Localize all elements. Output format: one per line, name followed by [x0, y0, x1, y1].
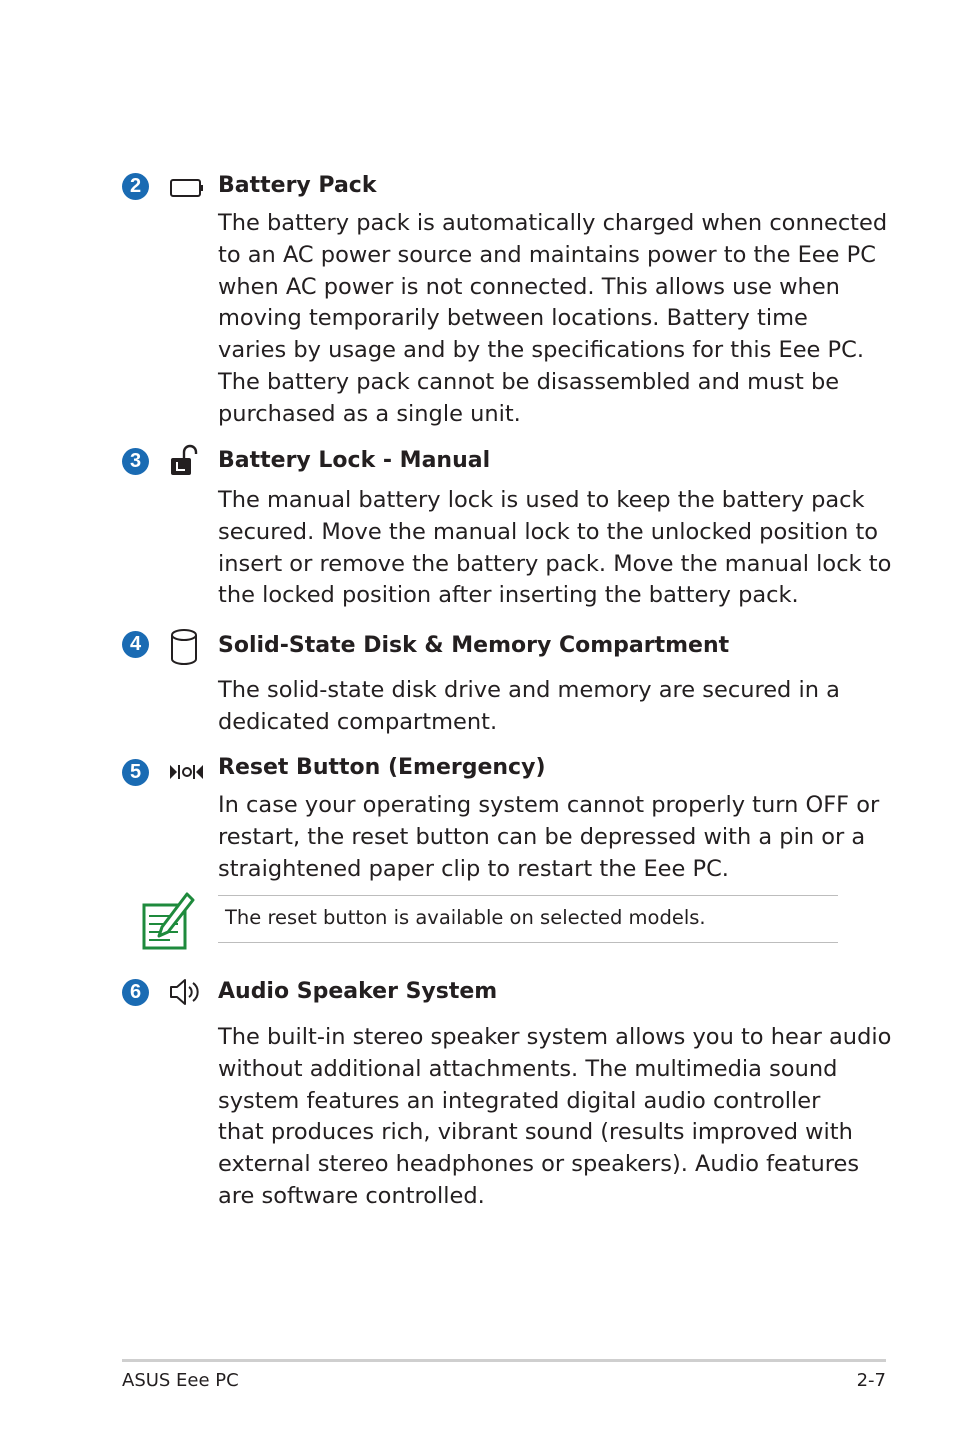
- section-title: Audio Speaker System: [218, 979, 498, 1004]
- section-number-badge: 6: [122, 979, 149, 1006]
- reset-icon: [168, 758, 204, 786]
- section-title: Reset Button (Emergency): [218, 755, 546, 780]
- note-text: The reset button is available on selected models.: [225, 906, 706, 929]
- note-box: [218, 895, 838, 943]
- section-title: Battery Pack: [218, 173, 377, 198]
- battery-icon: [168, 172, 204, 202]
- section-body: The built-in stereo speaker system allows you to hear audio without additional attachments. The multimedia sound system features an integrated digital audio controller that produces rich, vibrant sound (results improved with external stereo headphones or speakers). Audio features are software controlled.: [218, 1024, 892, 1209]
- section-body: The solid-state disk drive and memory are secured in a dedicated compartment.: [218, 677, 840, 735]
- section-number-badge: 5: [122, 759, 149, 786]
- section-title: Solid-State Disk & Memory Compartment: [218, 633, 730, 658]
- footer-rule: [122, 1359, 886, 1362]
- unlock-icon: [168, 444, 204, 478]
- disk-icon: [168, 627, 204, 667]
- section-number-badge: 2: [122, 173, 149, 200]
- note-pencil-icon: [140, 892, 196, 952]
- section-body: The battery pack is automatically charged when connected to an AC power source and maintains power to the Eee PC when AC power is not connected. This allows use when moving temporarily between locations. Battery time varies by usage and by the specifications for this Eee PC. The battery pack cannot be disassembled and must be purchased as a single unit.: [218, 210, 888, 427]
- footer-page-number: 2-7: [856, 1370, 886, 1391]
- section-title: Battery Lock - Manual: [218, 448, 491, 473]
- section-body: In case your operating system cannot properly turn OFF or restart, the reset button can be depressed with a pin or a straightened paper clip to restart the Eee PC.: [218, 792, 880, 882]
- speaker-icon: [168, 976, 204, 1008]
- section-number-badge: 3: [122, 448, 149, 475]
- section-body: The manual battery lock is used to keep the battery pack secured. Move the manual lock to the unlocked position to insert or remove the battery pack. Move the manual lock to the locked position after inserting the battery pack.: [218, 487, 892, 609]
- footer-product-name: ASUS Eee PC: [122, 1370, 239, 1391]
- section-number-badge: 4: [122, 631, 149, 658]
